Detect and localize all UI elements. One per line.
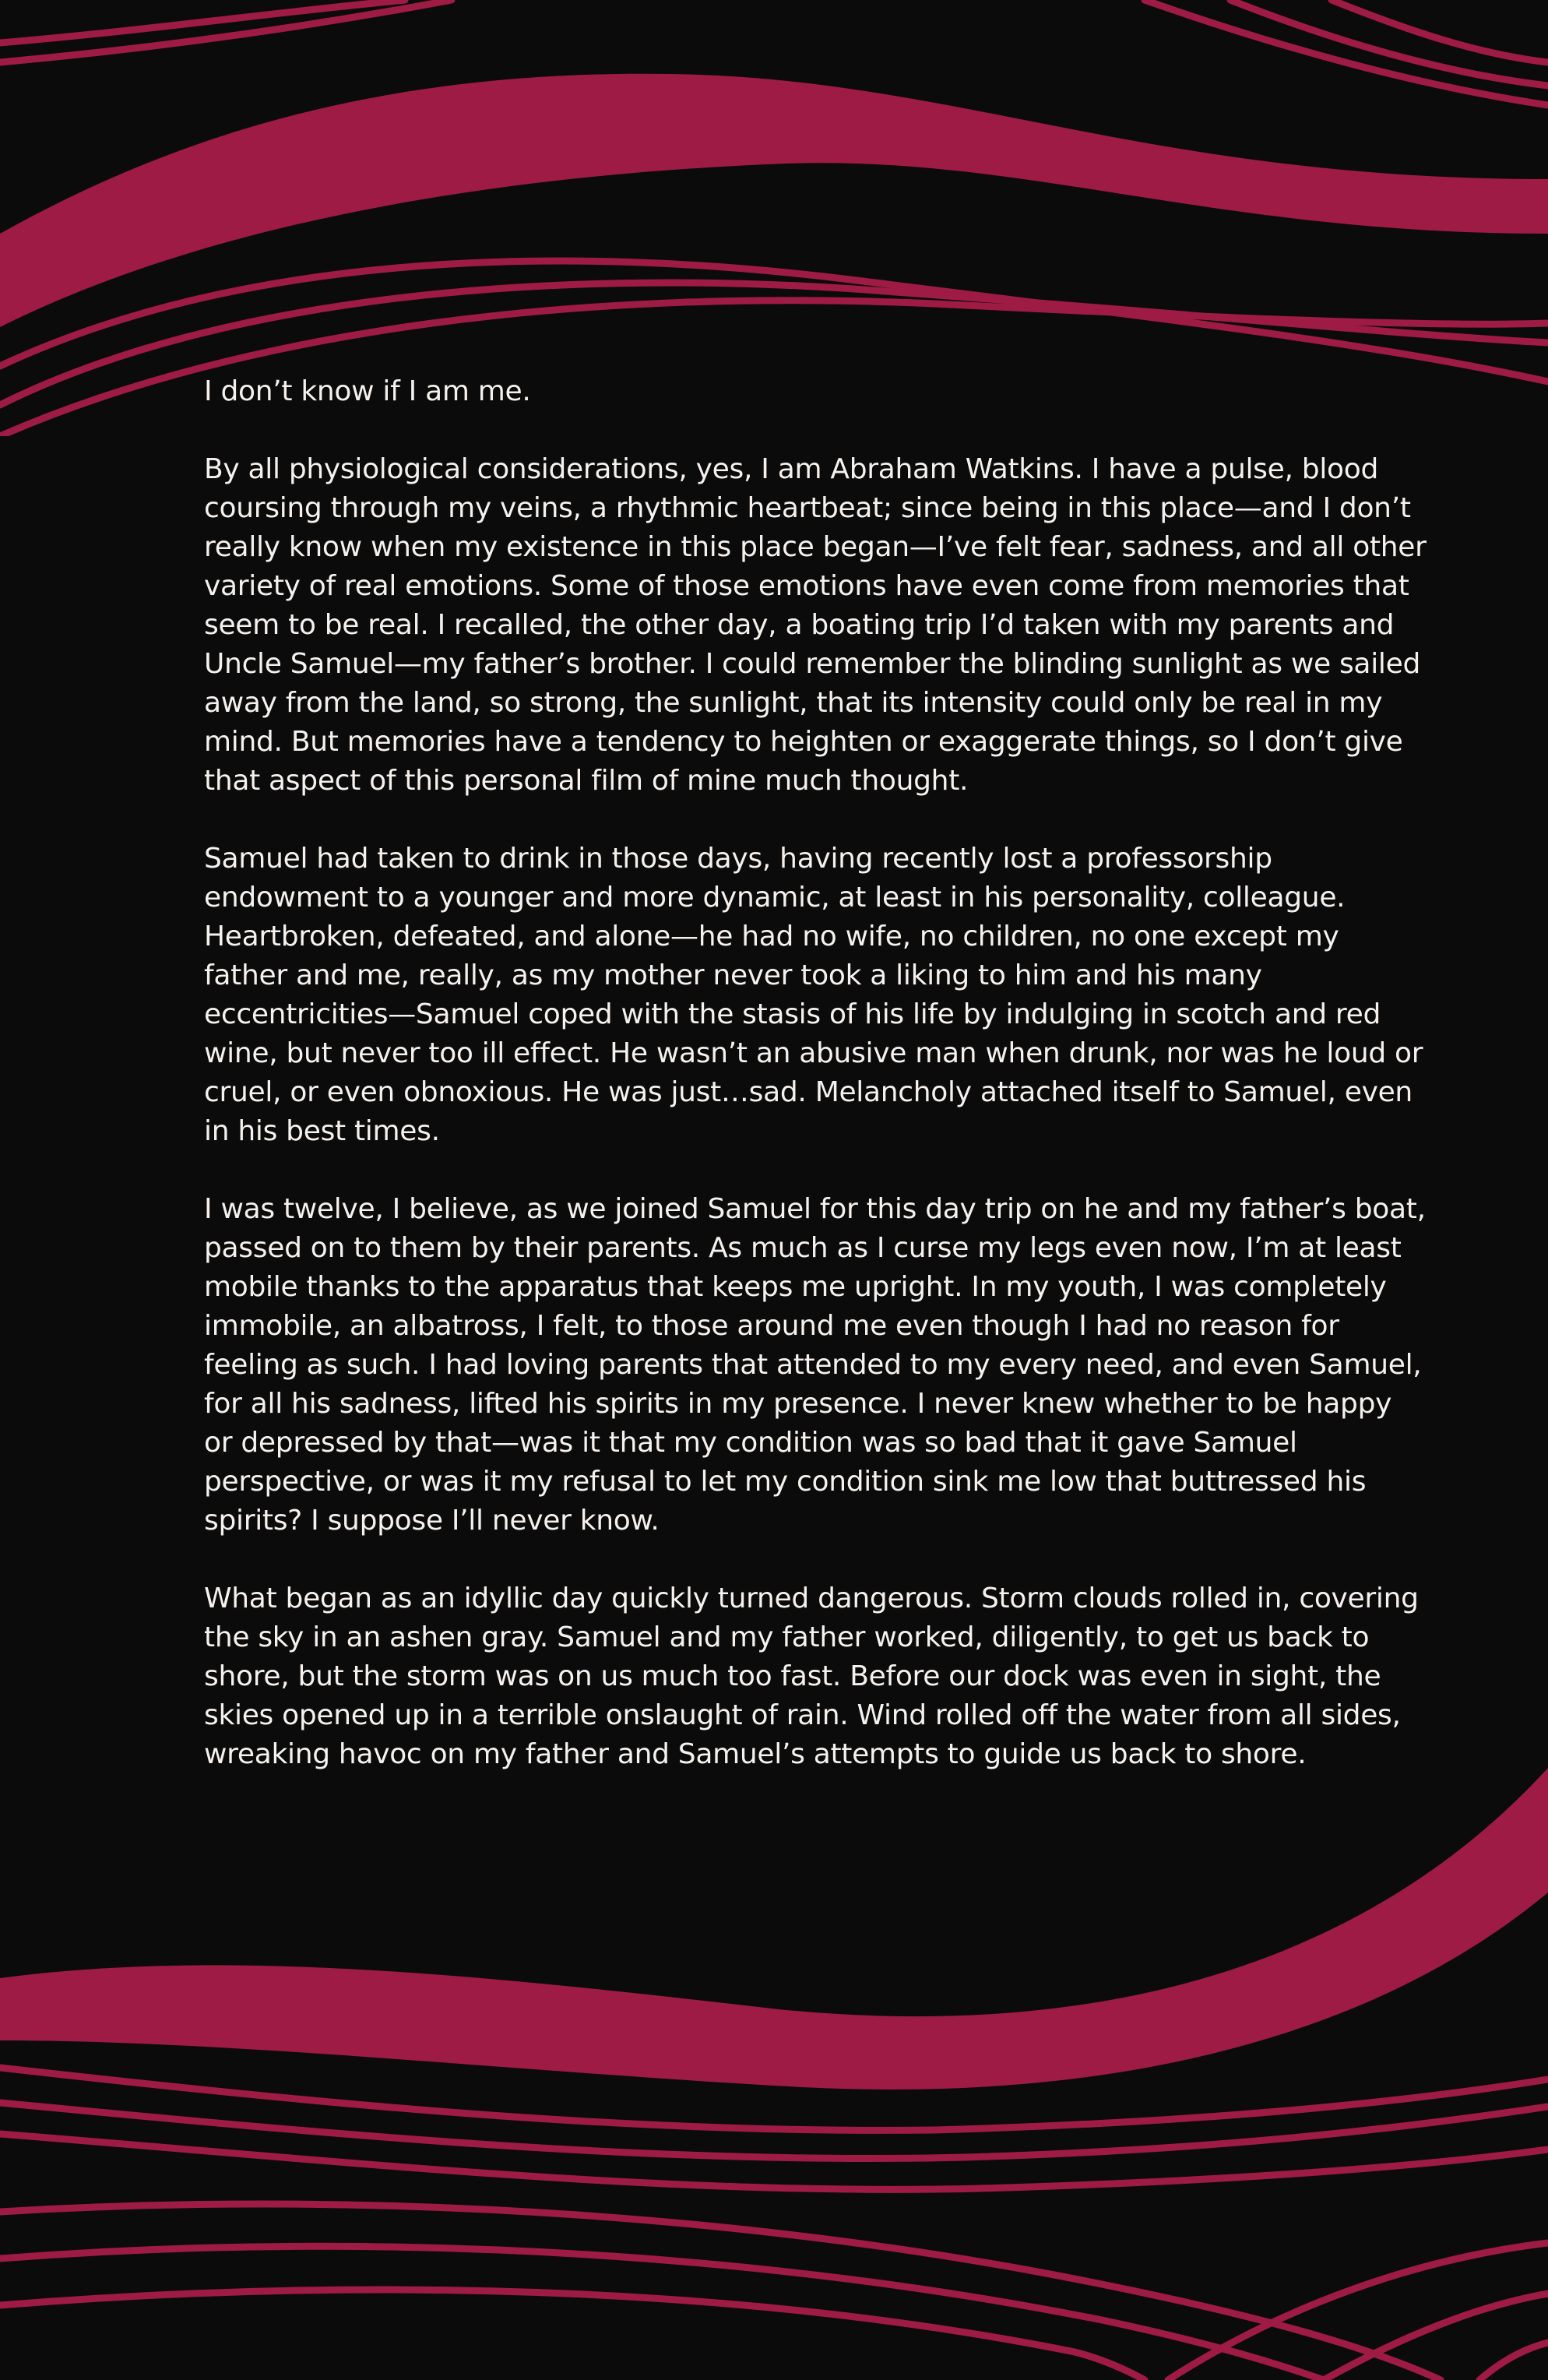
top-wave-line xyxy=(0,0,452,62)
bottom-wave-line xyxy=(1479,2343,1548,2380)
bottom-wave-line xyxy=(1324,2294,1548,2380)
bottom-wave-line xyxy=(0,2134,1548,2189)
bottom-wave-decoration xyxy=(0,1713,1548,2380)
top-wave-line xyxy=(1332,0,1548,62)
top-wave-decoration xyxy=(0,0,1548,436)
paragraph: Samuel had taken to drink in those days, having recently lost a professorship endowment to a younger and more dynamic, at least in his personality, colleague. Heartbroken, defeated, and alone—he had no wife, no children, no one except my father and me, really, as my mother never took a liking to him and his many eccentricities—Samuel coped with the stasis of his life by indulging in scotch and red wine, but never too ill effect. He wasn’t an abusive man when drunk, nor was he loud or cruel, or even obnoxious. He was just…sad. Melancholy attached itself to Samuel, even in his best times. xyxy=(204,843,1423,1147)
paragraph: I was twelve, I believe, as we joined Samuel for this day trip on he and my father’s boat, passed on to them by their parents. As much as I curse my legs even now, I’m at least mobile thanks to the apparatus that keeps me upright. In my youth, I was completely immobile, an albatross, I felt, to those around me even though I had no reason for feeling as such. I had loving parents that attended to my every need, and even Samuel, for all his sadness, lifted his spirits in my presence. I never knew whether to be happy or depressed by that—was it that my condition was so bad that it gave Samuel perspective, or was it my refusal to let my condition sink me low that buttressed his spirits? I suppose I’ll never know. xyxy=(204,1193,1426,1537)
bottom-wave-line xyxy=(0,2246,1324,2380)
paragraph: I don’t know if I am me. xyxy=(204,375,531,407)
paragraph: What began as an idyllic day quickly turned dangerous. Storm clouds rolled in, covering the sky in an ashen gray. Samuel and my father worked, diligently, to get us back to shore, but the storm was on us much too fast. Before our dock was even in sight, the skies opened up in a terrible onslaught of rain. Wind rolled off the water from all sides, wreaking havoc on my father and Samuel’s attempts to guide us back to shore. xyxy=(204,1583,1419,1770)
bottom-wave-line xyxy=(0,2290,1145,2380)
bottom-wave-ribbon xyxy=(0,1768,1548,2090)
paragraph: By all physiological considerations, yes, I am Abraham Watkins. I have a pulse, blood coursing through my veins, a rhythmic heartbeat; since being in this place—and I don’t really know when my existence in this place began—I’ve felt fear, sadness, and all other variety of real emotions. Some of those emotions have even come from memories that seem to be real. I recalled, the other day, a boating trip I’d taken with my parents and Uncle Samuel—my father’s brother. I could remember the blinding sunlight as we sailed away from the land, so strong, the sunlight, that its intensity could only be real in my mind. But memories have a tendency to heighten or exaggerate things, so I don’t give that aspect of this personal film of mine much thought. xyxy=(204,453,1427,797)
story-text xyxy=(204,372,1427,1813)
